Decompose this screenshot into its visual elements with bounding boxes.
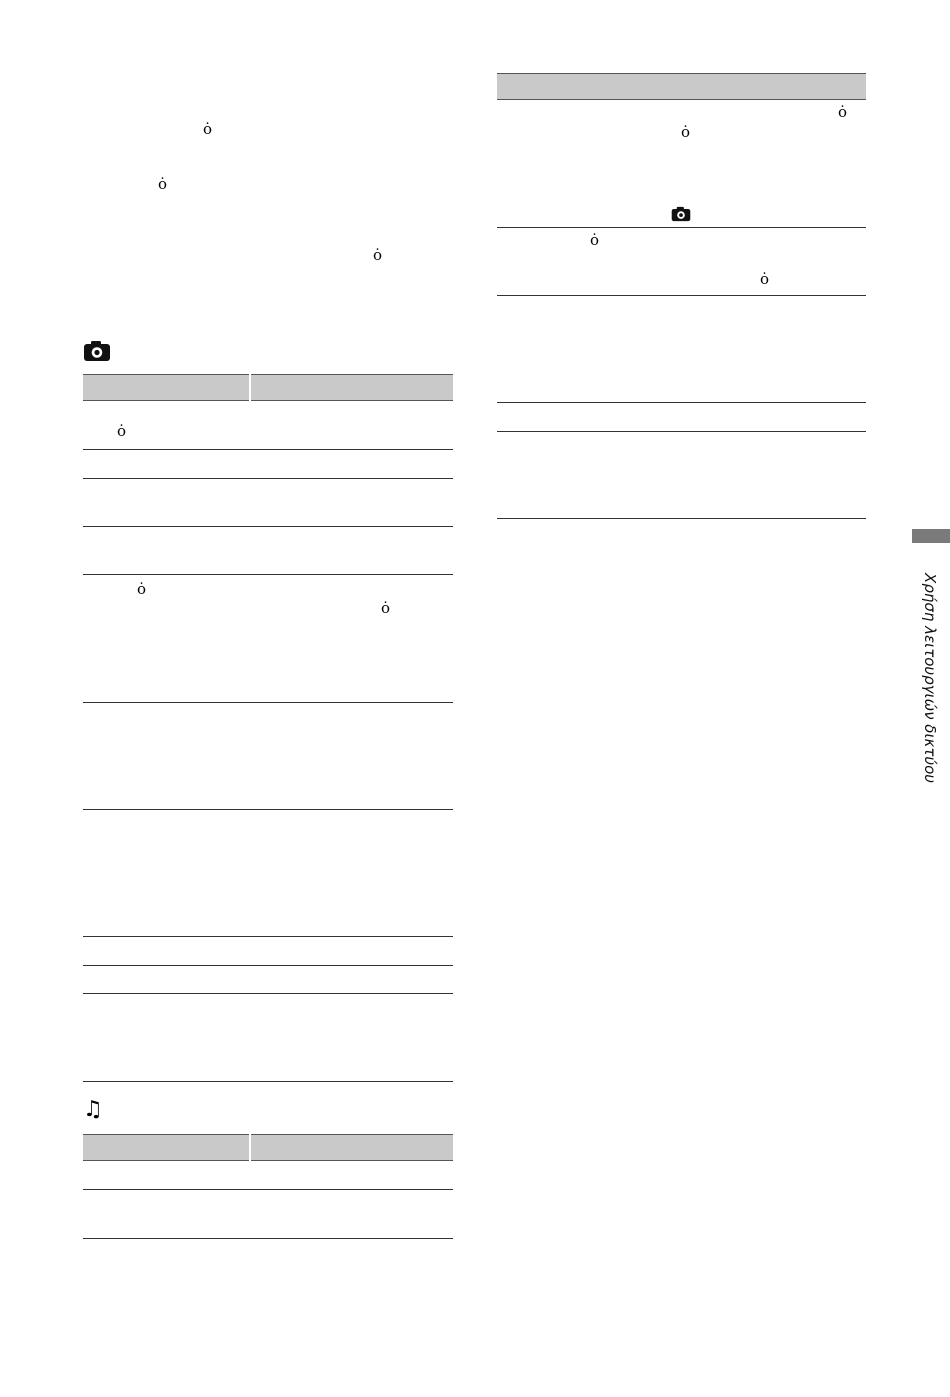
table-row-divider: [83, 936, 453, 937]
table-row-divider: [83, 526, 453, 527]
table-row-divider: [497, 402, 866, 403]
marker-glyph: ȯ: [760, 270, 770, 288]
chapter-tab: [912, 529, 950, 543]
marker-glyph: ȯ: [590, 231, 600, 249]
chapter-side-label: Χρήση λειτουργιών δικτύου: [921, 573, 939, 783]
table-header-photo: [83, 374, 453, 401]
table-row-divider: [83, 809, 453, 810]
marker-glyph: ȯ: [117, 422, 127, 440]
camera-icon: [83, 340, 111, 362]
table-row-divider: [497, 295, 866, 296]
music-note-icon: ♫: [83, 1097, 103, 1122]
table-header-music: [83, 1134, 453, 1161]
marker-glyph: ȯ: [203, 120, 213, 138]
marker-glyph: ȯ: [137, 580, 147, 598]
table-row-divider: [83, 574, 453, 575]
marker-glyph: ȯ: [158, 175, 168, 193]
table-row-divider: [83, 702, 453, 703]
table-row-divider: [83, 1238, 453, 1239]
marker-glyph: ȯ: [838, 103, 848, 121]
table-row-divider: [83, 993, 453, 994]
table-row-divider: [497, 518, 866, 519]
table-row-divider: [83, 1081, 453, 1082]
table-row-divider: [83, 1189, 453, 1190]
table-row-divider: [497, 227, 866, 228]
table-row-divider: [83, 449, 453, 450]
table-row-divider: [83, 965, 453, 966]
table-header-right: [497, 73, 866, 100]
marker-glyph: ȯ: [681, 123, 691, 141]
marker-glyph: ȯ: [381, 599, 391, 617]
table-row-divider: [83, 478, 453, 479]
marker-glyph: ȯ: [373, 246, 383, 264]
table-row-divider: [497, 431, 866, 432]
camera-icon: [671, 206, 691, 222]
